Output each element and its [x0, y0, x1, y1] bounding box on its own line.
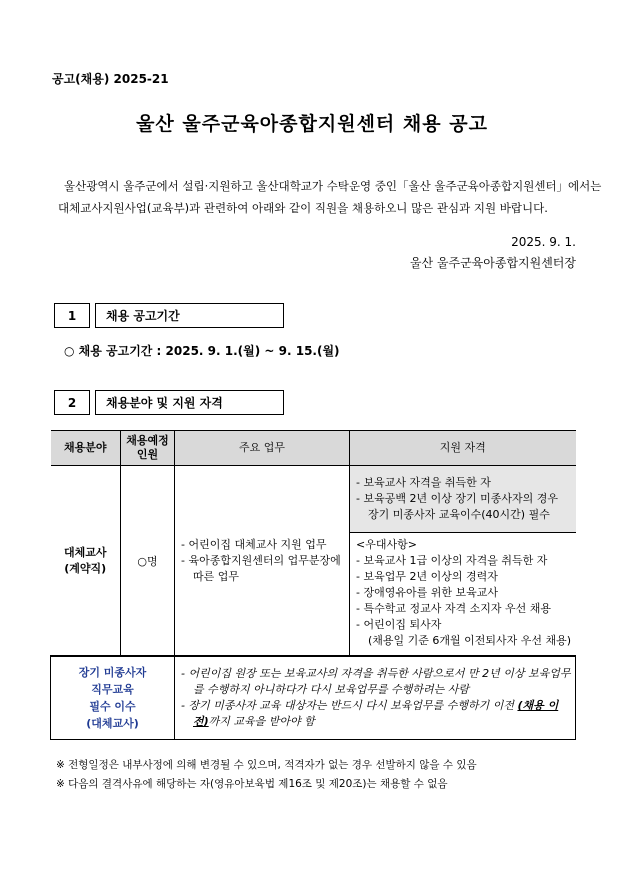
preferred-item: - 특수학교 정교사 자격 소지자 우선 채용 [356, 602, 551, 615]
training-item: - 어린이집 원장 또는 보육교사의 자격을 취득한 사람으로서 만 2년 이상 보육업무를 수행하지 아니하다가 다시 보육업무를 수행하려는 사람 [181, 667, 571, 696]
count-cell: ○명 [121, 466, 175, 657]
qualification-item: - 보육공백 2년 이상 장기 미종사자의 경우 장기 미종사자 교육이수(40시간) 필수 [356, 492, 558, 521]
duty-item: - 육아종합지원센터의 업무분장에 따른 업무 [181, 553, 341, 583]
preferred-note: (채용일 기준 6개월 이전퇴사자 우선 채용) [368, 634, 572, 647]
header-count [121, 431, 175, 466]
header-duties: 주요 업무 [175, 431, 350, 466]
required-qualifications [350, 466, 576, 533]
section-title: 채용분야 및 지원 자격 [95, 390, 284, 415]
field-cell [51, 466, 121, 657]
section-number: 1 [54, 303, 90, 328]
header-field: 채용분야 [51, 431, 121, 466]
intro-line-2: 대체교사지원사업(교육부)과 관련하여 아래와 같이 직원을 채용하오니 많은 관심과 지원 바랍니다. [58, 201, 548, 215]
issue-date: 2025. 9. 1. [511, 235, 576, 249]
intro-line-1: 울산광역시 울주군에서 설립·지원하고 울산대학교가 수탁운영 중인「울산 울주군육아종합지원센터」에서는 [64, 179, 602, 193]
duties-cell [175, 466, 350, 657]
preferred-item: - 어린이집 퇴사자 [356, 618, 442, 631]
notes-block [56, 756, 477, 794]
preferred-item: - 장애영유아를 위한 보육교사 [356, 586, 498, 599]
qualification-item: - 보육교사 자격을 취득한 자 [356, 476, 491, 489]
field-text: 대체교사 (계약직) [63, 545, 107, 575]
training-label: 장기 미종사자 직무교육 필수 이수 (대체교사) [78, 666, 147, 730]
section-title: 채용 공고기간 [95, 303, 284, 328]
table-header-row [51, 431, 576, 466]
recruitment-table [50, 430, 576, 740]
recruitment-period: ○ 채용 공고기간 : 2025. 9. 1.(월) ~ 9. 15.(월) [64, 344, 340, 358]
page-title: 울산 울주군육아종합지원센터 채용 공고 [136, 113, 488, 135]
date-issuer-block [410, 232, 576, 274]
training-label-cell [51, 656, 175, 740]
training-item-part: - 장기 미종사자 교육 대상자는 반드시 다시 보육업무를 수행하기 이전 [181, 699, 518, 712]
preferred-item: - 보육교사 1급 이상의 자격을 취득한 자 [356, 554, 548, 567]
note-item: ※ 다음의 결격사유에 해당하는 자(영유아보육법 제16조 및 제20조)는 채용할 수 없음 [56, 778, 448, 790]
issuer-name: 울산 울주군육아종합지원센터장 [409, 256, 576, 270]
preferred-title: <우대사항> [356, 538, 417, 551]
intro-paragraph [58, 175, 602, 219]
duty-item: - 어린이집 대체교사 지원 업무 [181, 537, 327, 551]
training-item-emphasis: (채용 이전) [193, 699, 559, 728]
preferred-item: - 보육업무 2년 이상의 경력자 [356, 570, 498, 583]
training-row [51, 656, 576, 740]
section-number: 2 [54, 390, 90, 415]
header-count-text: 채용예정 인원 [126, 434, 169, 461]
document-number: 공고(채용) 2025-21 [52, 72, 169, 86]
preferred-qualifications [350, 533, 576, 657]
training-description [175, 656, 576, 740]
note-item: ※ 전형일정은 내부사정에 의해 변경될 수 있으며, 적격자가 없는 경우 선발하지 않을 수 있음 [56, 759, 477, 771]
training-item-part: 까지 교육을 받아야 함 [208, 715, 315, 728]
header-requirements: 지원 자격 [350, 431, 576, 466]
table-row [51, 466, 576, 533]
training-item [181, 698, 571, 730]
